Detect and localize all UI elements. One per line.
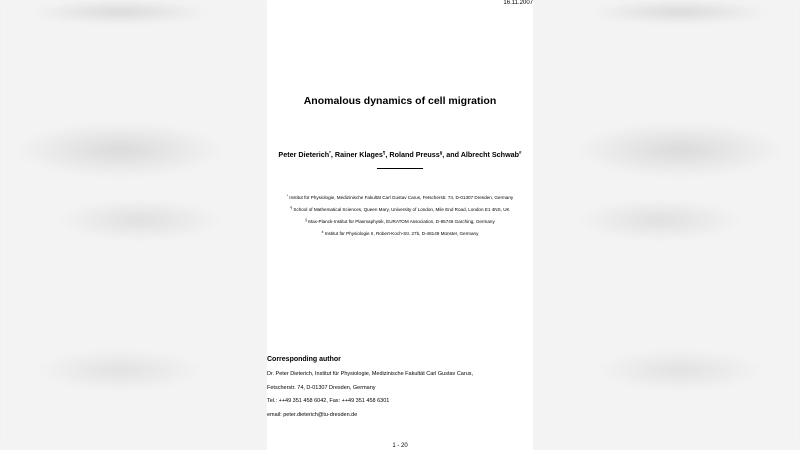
- document-date: 16.11.2007: [503, 0, 533, 6]
- affiliation-mark: §: [305, 218, 308, 222]
- author-mark: §: [439, 150, 443, 155]
- author-mark: ¶: [382, 150, 386, 155]
- corresponding-author-heading: Corresponding author: [267, 356, 341, 363]
- corresponding-line: Tel.: ++49 351 458 6042, Fax: ++49 351 458 6301: [267, 398, 390, 404]
- author-name: Peter Dieterich: [278, 150, 330, 159]
- affiliation: [267, 193, 533, 201]
- affiliation: [267, 217, 533, 225]
- affiliation-mark: *: [286, 194, 289, 198]
- author-separator: ,: [385, 150, 390, 159]
- corresponding-email: email: peter.dieterich@tu-dresden.de: [267, 412, 358, 418]
- affiliation-text: Max-Planck-Institut für Plasmaphysik, EURATOM Association, D-85748 Garching, Germany: [308, 219, 495, 224]
- title-divider: [377, 168, 423, 169]
- affiliation-mark: ¶: [290, 206, 293, 210]
- author-name: Roland Preuss: [389, 150, 440, 159]
- author-separator: ,: [330, 150, 335, 159]
- corresponding-line: Fetscherstr. 74, D-01307 Dresden, Germany: [267, 385, 376, 391]
- author-list: [267, 148, 533, 160]
- affiliation-text: Institut für Physiologie II, Robert-Koch-Str. 27b, D-48149 Münster, Germany: [324, 231, 479, 236]
- affiliation-text: Institut für Physiologie, Medizinische Fakultät Carl Gustav Carus, Fetscherstr. 74, D-01307 Dresden, Germany: [289, 195, 514, 200]
- corresponding-line: Dr. Peter Dieterich, Institut für Physiologie, Medizinische Fakultät Carl Gustav Carus,: [267, 371, 474, 377]
- author-separator: , and: [442, 150, 461, 159]
- author-name: Rainer Klages: [334, 150, 383, 159]
- author-name: Albrecht Schwab: [460, 150, 520, 159]
- author-mark: *: [329, 150, 331, 155]
- affiliation: [267, 229, 533, 237]
- affiliation-text: School of Mathematical Sciences, Queen Mary, University of London, Mile End Road, London E1 4NS, UK: [293, 207, 510, 212]
- affiliation-mark: #: [321, 230, 324, 234]
- page-number: 1 - 20: [392, 443, 408, 449]
- paper-title: Anomalous dynamics of cell migration: [303, 95, 497, 107]
- affiliation: [267, 205, 533, 213]
- document-page: [267, 0, 533, 450]
- author-mark: #: [519, 150, 522, 155]
